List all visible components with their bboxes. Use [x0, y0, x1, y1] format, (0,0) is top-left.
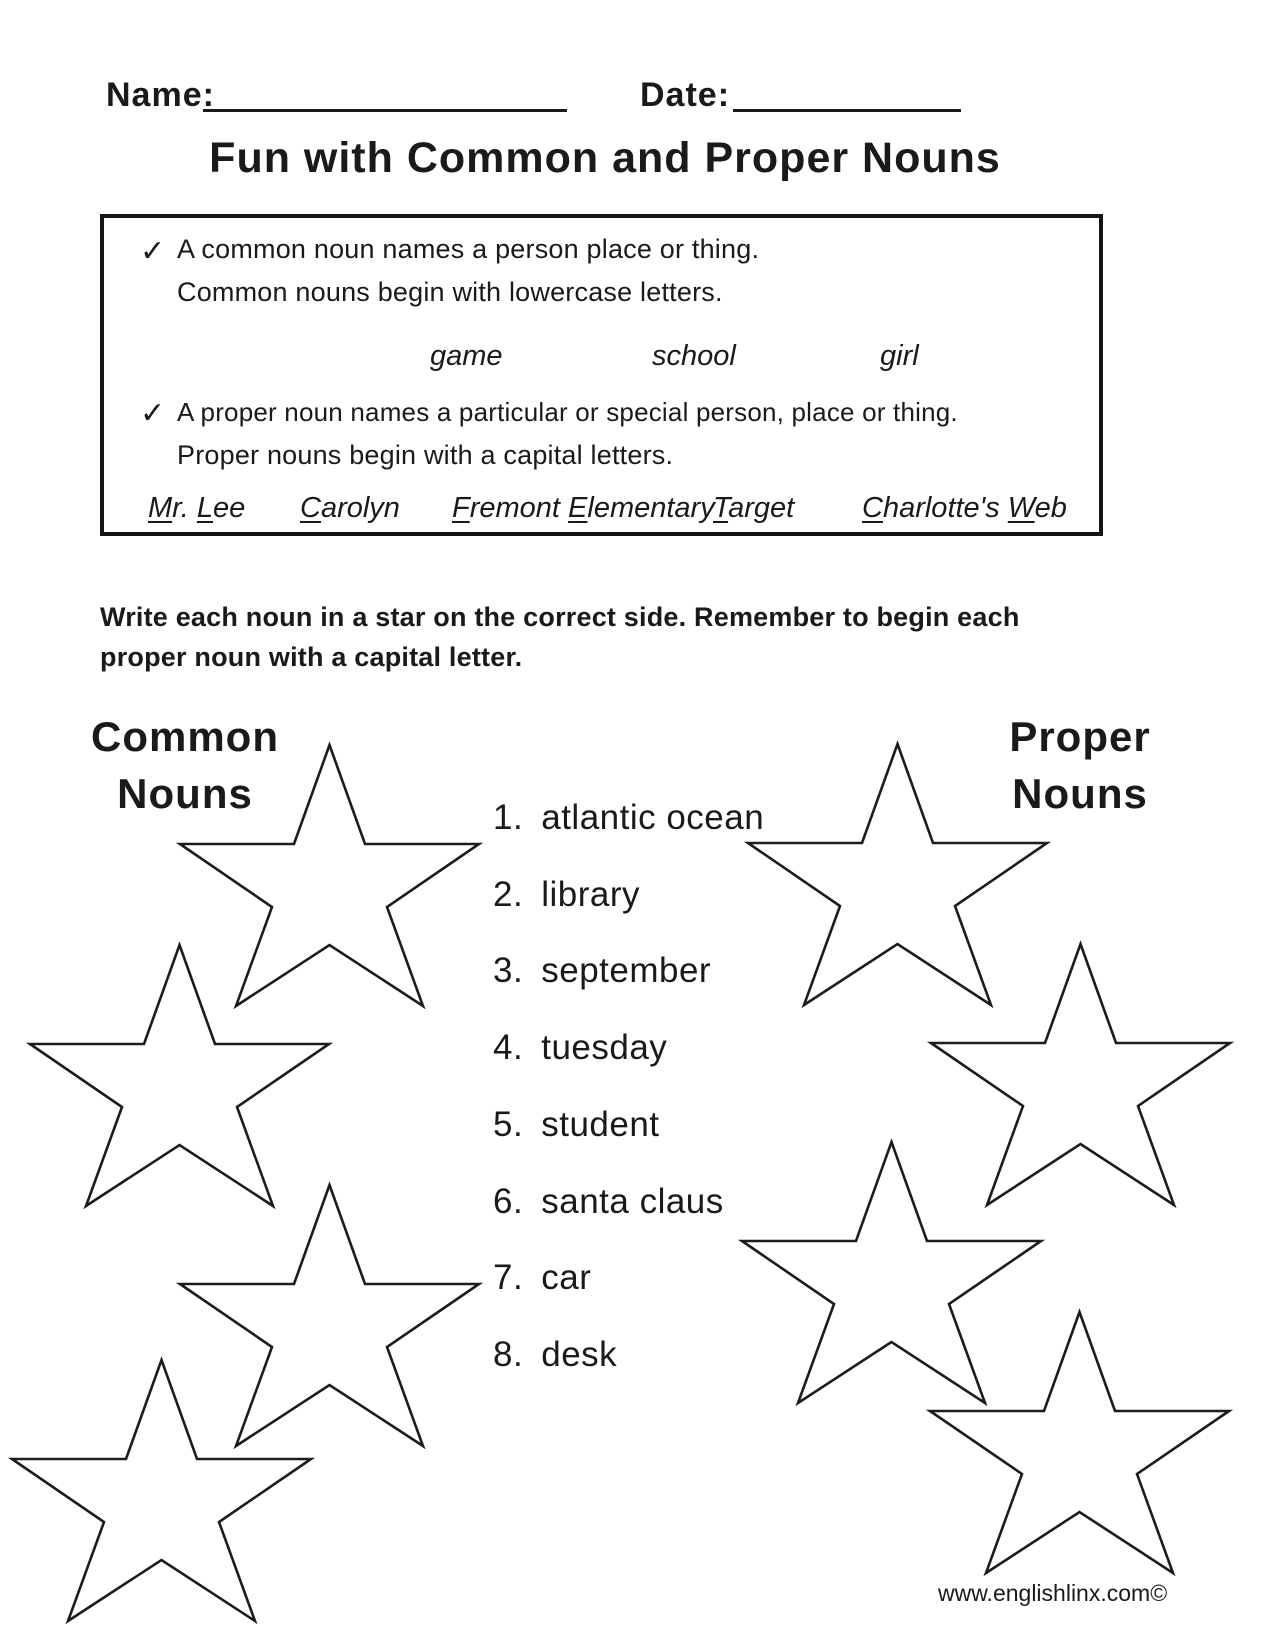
proper-nouns-heading-line-1: Proper [1009, 713, 1151, 760]
proper-example-mr-lee: Mr. Lee [148, 492, 246, 524]
noun-word: atlantic ocean [531, 798, 765, 837]
noun-number: 7. [493, 1258, 524, 1297]
date-label: Date: [640, 76, 731, 114]
noun-list [493, 798, 913, 1418]
noun-number: 2. [493, 875, 524, 914]
common-noun-definition-line-1: A common noun names a person place or thing. [177, 234, 760, 264]
noun-list-item [493, 1258, 591, 1298]
instructions-line-2: proper noun with a capital letter. [100, 642, 523, 672]
star-common-4 [12, 1360, 311, 1621]
footer-watermark: www.englishlinx.com© [938, 1580, 1168, 1606]
star-common-2 [30, 945, 329, 1206]
proper-example-fremont-elementary: Fremont Elementary [452, 492, 715, 524]
instructions-line-1: Write each noun in a star on the correct side. Remember to begin each [100, 602, 1020, 632]
noun-list-item [493, 875, 640, 915]
noun-word: car [531, 1258, 592, 1297]
proper-noun-definition-line-1: A proper noun names a particular or special person, place or thing. [177, 397, 958, 427]
noun-word: library [531, 875, 641, 914]
noun-word: student [531, 1105, 660, 1144]
name-label: Name: [106, 76, 215, 114]
noun-list-item [493, 1105, 660, 1145]
common-example-girl: girl [880, 340, 919, 372]
star-proper-2 [931, 944, 1230, 1205]
common-noun-definition-line-2: Common nouns begin with lowercase letters. [177, 277, 723, 307]
noun-number: 6. [493, 1182, 524, 1221]
star-proper-4 [930, 1312, 1229, 1573]
noun-list-item [493, 1335, 617, 1375]
noun-list-item [493, 798, 764, 838]
noun-list-item [493, 1028, 667, 1068]
common-nouns-heading [90, 708, 280, 822]
common-nouns-heading-line-1: Common [91, 713, 279, 760]
noun-list-item [493, 1182, 724, 1222]
noun-list-item [493, 951, 711, 991]
worksheet-title: Fun with Common and Proper Nouns [209, 134, 1001, 182]
noun-word: september [531, 951, 712, 990]
noun-word: santa claus [531, 1182, 724, 1221]
common-example-game: game [430, 340, 503, 372]
noun-number: 1. [493, 798, 524, 837]
name-blank-line [203, 74, 567, 112]
common-nouns-heading-line-2: Nouns [117, 770, 253, 817]
noun-word: desk [531, 1335, 618, 1374]
proper-example-target: Target [713, 492, 795, 524]
star-common-3 [180, 1185, 479, 1446]
proper-noun-definition-line-2: Proper nouns begin with a capital letters. [177, 440, 674, 470]
proper-nouns-heading-line-2: Nouns [1012, 770, 1148, 817]
date-blank-line [733, 74, 961, 112]
proper-example-carolyn: Carolyn [300, 492, 400, 524]
noun-number: 4. [493, 1028, 524, 1067]
proper-nouns-heading [985, 708, 1175, 822]
common-example-school: school [652, 340, 736, 372]
noun-number: 5. [493, 1105, 524, 1144]
noun-word: tuesday [531, 1028, 668, 1067]
proper-example-charlottes-web: Charlotte's Web [862, 492, 1067, 524]
checkmark-icon: ✓ [140, 234, 166, 269]
checkmark-icon: ✓ [140, 396, 166, 431]
noun-number: 3. [493, 951, 524, 990]
noun-number: 8. [493, 1335, 524, 1374]
